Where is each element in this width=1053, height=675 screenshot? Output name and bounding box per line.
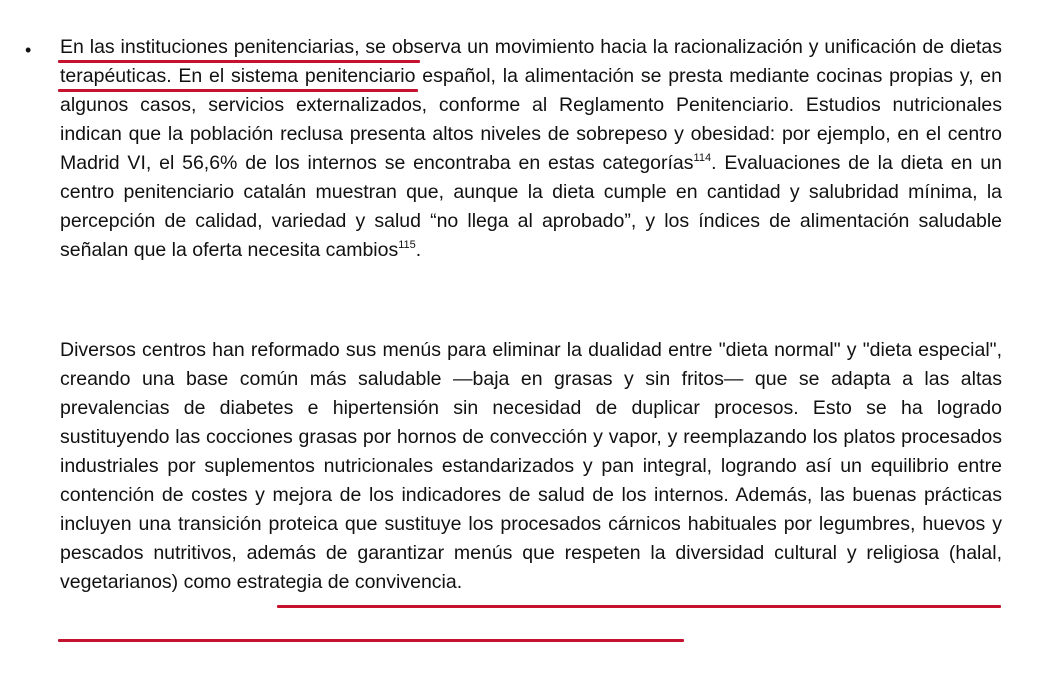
text-segment: Diversos centros han reformado sus menús para eliminar la dualidad entre "dieta normal" y "dieta especial", creando una base común más saludable —baja en grasas y sin fritos— que se adapta a las altas prevalencias de diabetes e hipertensión sin necesidad de duplicar procesos. Esto se ha logrado sustituyendo las cocciones grasas por hornos de convección y vapor, y reemplazando los platos procesados industriales por suplementos nutricionales estandarizados y pan integral, logrando así un equilibrio entre contención de costes y mejora de los indicadores de salud de los internos. Además, las buenas prácticas incluyen una transición proteica que sustituye los procesados cárnicos habituales por legumbres, huevos y pescados nutritivos, [60,339,1002,564]
underlined-phrase-institutions: En las instituciones penitenciarias [60,36,355,58]
underlined-phrase-diversity: además de garantizar menús que respeten la diversidad cultural y religiosa (halal, vegetarianos) como estrategia de convivencia [60,542,1002,593]
text-segment: . [456,571,463,593]
bullet-marker: • [25,40,32,60]
text-segment: . En el sistema penitenciario español, la alimentación se presta mediante cocinas propias y, en algunos casos, servicios externalizados, conforme al Reglamento Penitenciario. Estudios nutricionales indican que la población reclusa presenta altos niveles de sobrepeso y obesidad: por ejemplo, en el centro Madrid VI, el 56,6% de los internos se encontraba en estas categorías [60,65,1002,174]
text-segment: . Evaluaciones de la dieta en un centro penitenciario catalán muestran que, aunque la dieta cumple en cantidad y salubridad mínima, la percepción de calidad, variedad y salud “no llega al aprobado”, y los índices de alimentación saludable señalan que la oferta necesita cambios [60,152,1003,261]
footnote-ref-115[interactable]: 115 [398,239,416,251]
text-segment: , se observa un movimiento hacia la racionalización y [354,36,825,58]
underlined-phrase-unification: unificación de dietas terapéuticas [60,36,1002,87]
text-segment: . [415,239,422,261]
underline-mark-unification [58,89,418,92]
underline-mark-diversity-line2 [58,639,684,642]
underline-mark-diversity-line1 [277,605,1001,608]
footnote-ref-114[interactable]: 114 [693,152,712,164]
paragraph-penitentiary-diets [60,33,1002,265]
underline-mark-institutions [58,60,420,63]
paragraph-menu-reform [60,336,1002,597]
